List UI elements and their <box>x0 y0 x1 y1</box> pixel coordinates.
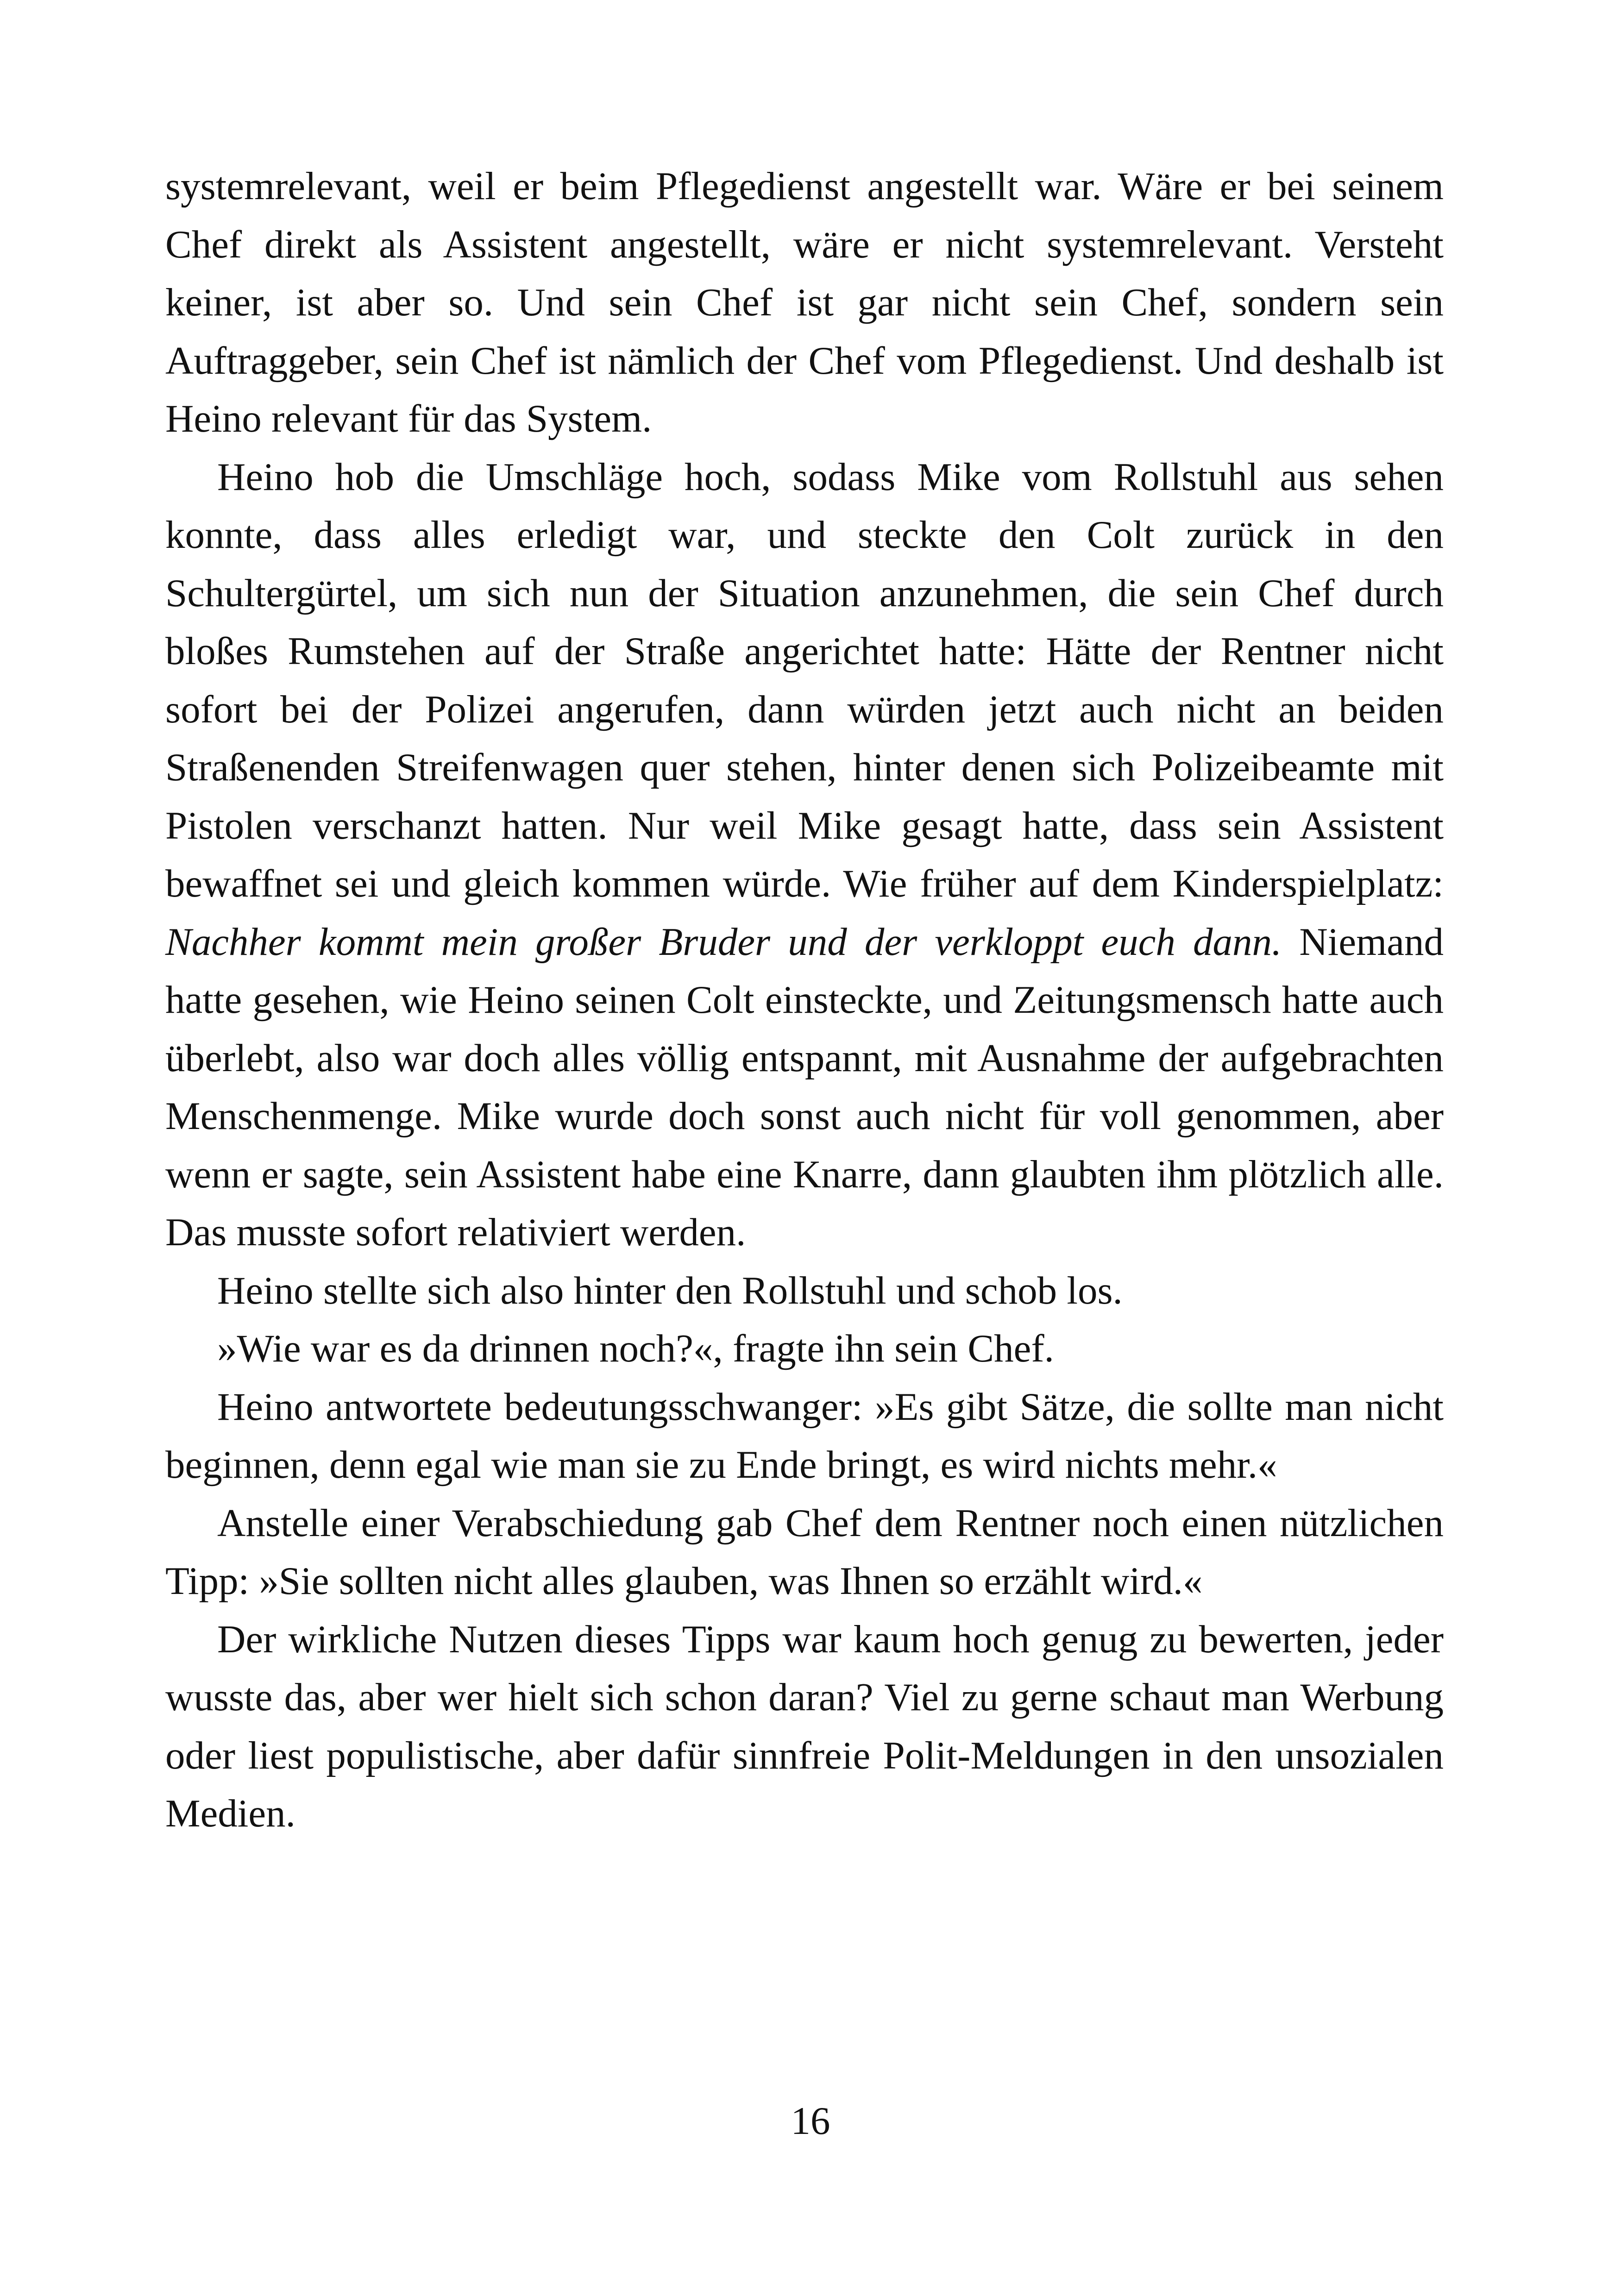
paragraph-2-text-before: Heino hob die Umschläge hoch, sodass Mike vom Rollstuhl aus sehen konnte, dass alles erledigt war, und steckte den Colt zurück in den Schultergürtel, um sich nun der Situation anzunehmen, die sein Chef durch bloßes Rumstehen auf der Straße angerichtet hatte: Hätte der Rentner nicht sofort bei der Polizei angerufen, dann würden jetzt auch nicht an beiden Straßenenden Streifenwagen quer stehen, hinter denen sich Polizeibeamte mit Pistolen verschanzt hatten. Nur weil Mike gesagt hatte, dass sein Assistent bewaffnet sei und gleich kommen würde. Wie früher auf dem Kinderspielplatz: <box>165 455 1444 905</box>
body-text <box>165 157 1444 1843</box>
paragraph-7: Der wirkliche Nutzen dieses Tipps war kaum hoch genug zu bewerten, jeder wusste das, aber wer hielt sich schon daran? Viel zu gerne schaut man Werbung oder liest populistische, aber dafür sinnfreie Polit-Meldungen in den unsozialen Medien. <box>165 1617 1444 1835</box>
paragraph-5: Heino antwortete bedeutungsschwanger: »Es gibt Sätze, die sollte man nicht beginnen, denn egal wie man sie zu Ende bringt, es wird nichts mehr.« <box>165 1385 1444 1487</box>
paragraph-6: Anstelle einer Verabschiedung gab Chef dem Rentner noch einen nützlichen Tipp: »Sie sollten nicht alles glauben, was Ihnen so erzählt wird.« <box>165 1501 1444 1603</box>
paragraph-2-italic-quote: Nachher kommt mein großer Bruder und der verkloppt euch dann. <box>165 920 1282 964</box>
paragraph-2 <box>165 448 1444 1262</box>
paragraph-1: systemrelevant, weil er beim Pflegedienst angestellt war. Wäre er bei seinem Chef direkt als Assistent angestellt, wäre er nicht systemrelevant. Versteht keiner, ist aber so. Und sein Chef ist gar nicht sein Chef, sondern sein Auftraggeber, sein Chef ist nämlich der Chef vom Pflegedienst. Und deshalb ist Heino relevant für das System. <box>165 164 1444 440</box>
paragraph-2-text-after: Niemand hatte gesehen, wie Heino seinen Colt einsteckte, und Zeitungsmensch hatte auch überlebt, also war doch alles völlig entspannt, mit Ausnahme der aufgebrachten Menschenmenge. Mike wurde doch sonst auch nicht für voll genommen, aber wenn er sagte, sein Assistent habe eine Knarre, dann glaubten ihm plötzlich alle. Das musste sofort relativiert werden. <box>165 920 1444 1254</box>
paragraph-3: Heino stellte sich also hinter den Rollstuhl und schob los. <box>217 1268 1123 1312</box>
page-number: 16 <box>791 2099 830 2143</box>
paragraph-4: »Wie war es da drinnen noch?«, fragte ihn sein Chef. <box>217 1327 1054 1370</box>
